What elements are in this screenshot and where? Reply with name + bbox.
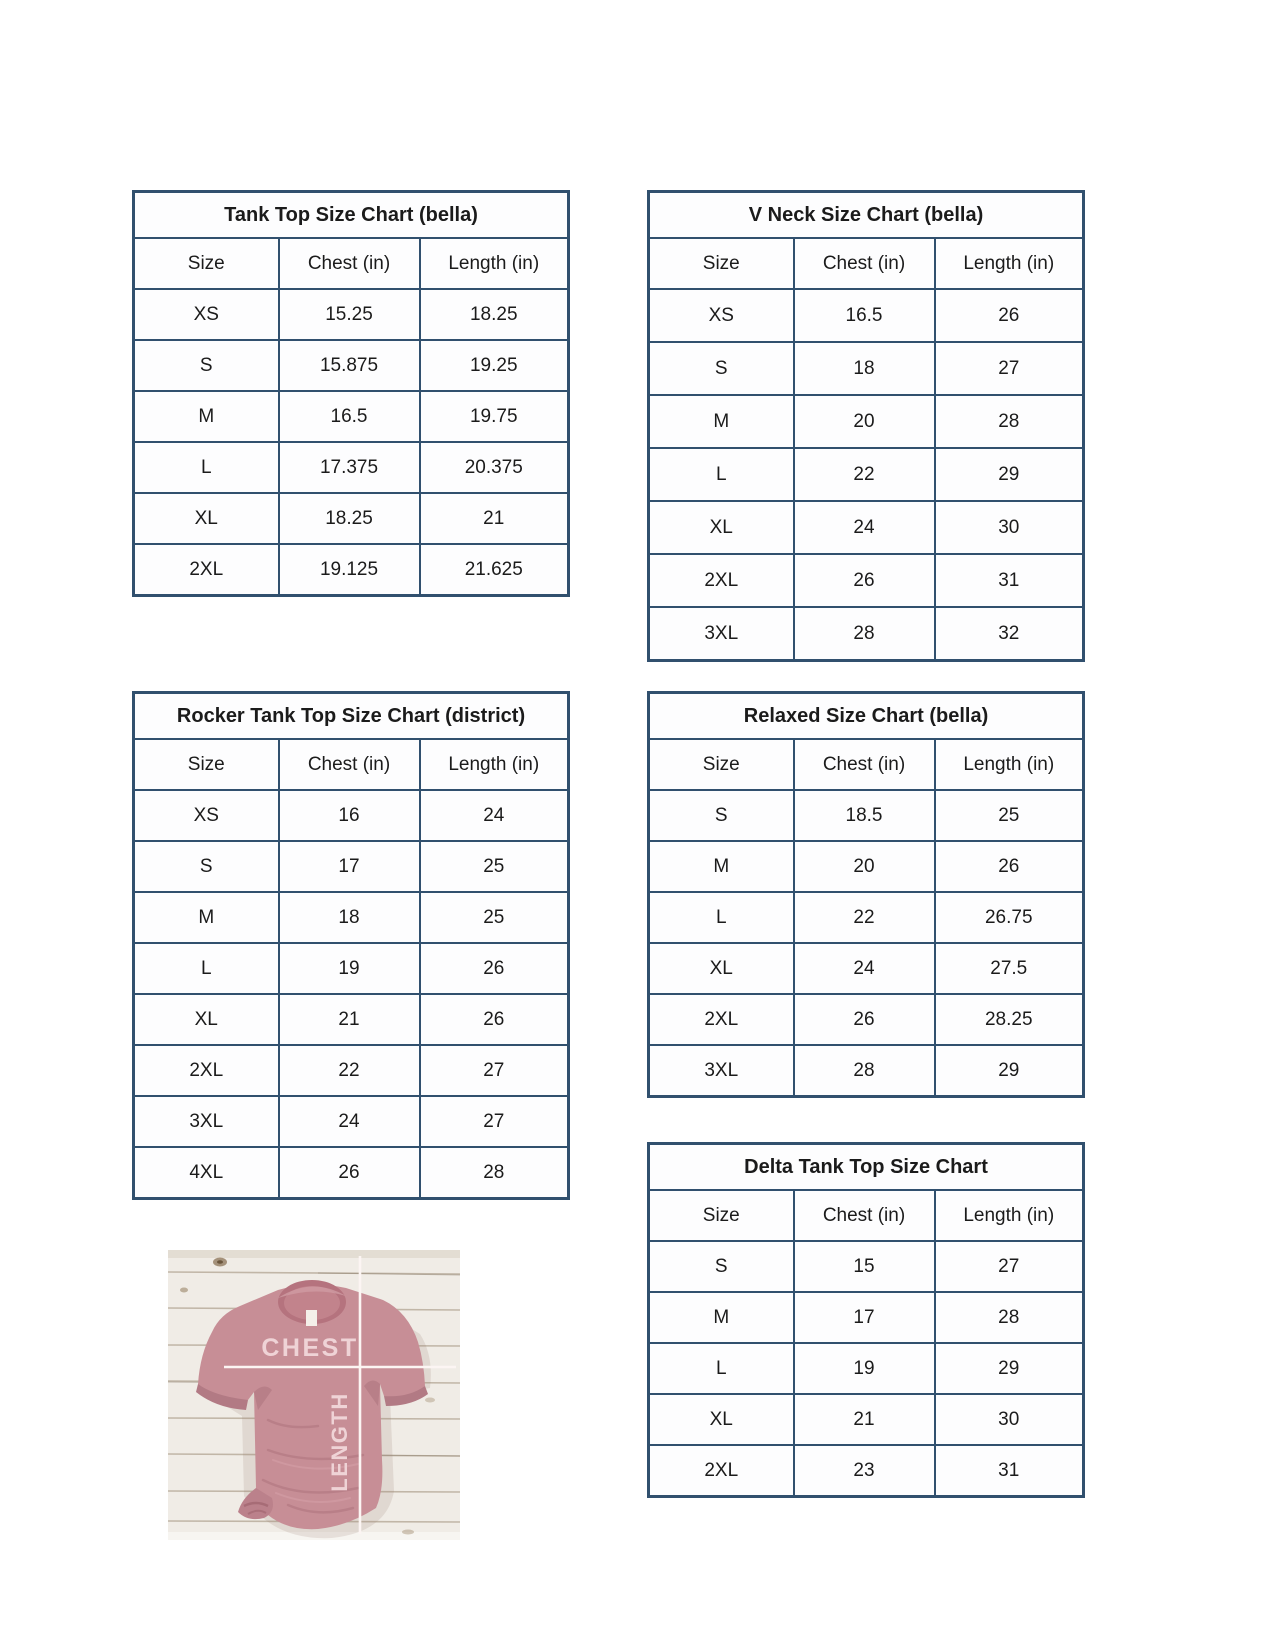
table-row xyxy=(134,1096,569,1147)
size-cell: L xyxy=(649,448,794,501)
size-cell: M xyxy=(649,841,794,892)
table-row xyxy=(649,892,1084,943)
table-header-row xyxy=(649,1190,1084,1241)
table-title-row xyxy=(649,693,1084,740)
table-row xyxy=(649,501,1084,554)
chest-cell: 26 xyxy=(794,994,935,1045)
tshirt-neck-tag xyxy=(306,1310,317,1326)
table-row xyxy=(134,841,569,892)
table-row xyxy=(649,554,1084,607)
table-row xyxy=(649,790,1084,841)
size-cell: S xyxy=(649,790,794,841)
length-cell: 30 xyxy=(935,501,1084,554)
length-cell: 29 xyxy=(935,1045,1084,1097)
chest-cell: 16 xyxy=(279,790,420,841)
size-cell: XL xyxy=(134,994,279,1045)
length-cell: 29 xyxy=(935,448,1084,501)
length-column-header: Length (in) xyxy=(420,238,569,289)
length-cell: 25 xyxy=(420,841,569,892)
chest-cell: 21 xyxy=(279,994,420,1045)
size-chart-table-tank-top xyxy=(132,190,570,597)
chest-cell: 22 xyxy=(794,892,935,943)
chest-cell: 23 xyxy=(794,1445,935,1497)
tshirt-measurement-photo xyxy=(168,1250,460,1540)
size-chart-table-v-neck xyxy=(647,190,1085,662)
table-header-row xyxy=(649,739,1084,790)
chest-cell: 15.875 xyxy=(279,340,420,391)
table-row xyxy=(134,391,569,442)
table-row xyxy=(649,841,1084,892)
chest-cell: 17 xyxy=(794,1292,935,1343)
size-chart-table-rocker-tank-top xyxy=(132,691,570,1200)
size-cell: 3XL xyxy=(134,1096,279,1147)
chest-cell: 16.5 xyxy=(279,391,420,442)
length-cell: 26 xyxy=(935,289,1084,342)
chest-cell: 21 xyxy=(794,1394,935,1445)
size-cell: XL xyxy=(649,501,794,554)
table-row xyxy=(134,943,569,994)
size-column-header: Size xyxy=(134,739,279,790)
table-title-row xyxy=(649,192,1084,239)
size-cell: 3XL xyxy=(649,607,794,661)
size-chart-table-delta-tank-top xyxy=(647,1142,1085,1498)
length-cell: 28 xyxy=(935,1292,1084,1343)
size-cell: M xyxy=(134,391,279,442)
table-title-row xyxy=(649,1144,1084,1191)
size-column-header: Size xyxy=(134,238,279,289)
chest-cell: 24 xyxy=(794,943,935,994)
size-cell: M xyxy=(649,1292,794,1343)
size-cell: 2XL xyxy=(649,1445,794,1497)
size-column-header: Size xyxy=(649,1190,794,1241)
chest-cell: 20 xyxy=(794,395,935,448)
length-cell: 26 xyxy=(420,943,569,994)
length-cell: 29 xyxy=(935,1343,1084,1394)
chest-cell: 18.25 xyxy=(279,493,420,544)
length-cell: 27 xyxy=(420,1096,569,1147)
size-cell: L xyxy=(134,943,279,994)
length-cell: 19.75 xyxy=(420,391,569,442)
table-row xyxy=(649,1394,1084,1445)
size-cell: L xyxy=(649,892,794,943)
chest-cell: 18 xyxy=(794,342,935,395)
length-column-header: Length (in) xyxy=(420,739,569,790)
table-row xyxy=(649,607,1084,661)
length-cell: 26 xyxy=(420,994,569,1045)
size-cell: 2XL xyxy=(134,1045,279,1096)
chest-cell: 26 xyxy=(794,554,935,607)
chest-cell: 20 xyxy=(794,841,935,892)
length-cell: 27 xyxy=(420,1045,569,1096)
table-row xyxy=(649,289,1084,342)
table-title: Relaxed Size Chart (bella) xyxy=(649,693,1084,740)
length-cell: 27 xyxy=(935,342,1084,395)
table-header-row xyxy=(134,238,569,289)
chest-column-header: Chest (in) xyxy=(279,739,420,790)
length-cell: 27.5 xyxy=(935,943,1084,994)
table-title-row xyxy=(134,192,569,239)
size-cell: M xyxy=(649,395,794,448)
size-cell: S xyxy=(649,342,794,395)
table-row xyxy=(649,395,1084,448)
chest-cell: 24 xyxy=(279,1096,420,1147)
length-cell: 18.25 xyxy=(420,289,569,340)
chest-column-header: Chest (in) xyxy=(794,238,935,289)
length-column-header: Length (in) xyxy=(935,238,1084,289)
chest-cell: 24 xyxy=(794,501,935,554)
size-cell: L xyxy=(134,442,279,493)
chest-cell: 17 xyxy=(279,841,420,892)
table-row xyxy=(649,994,1084,1045)
chest-column-header: Chest (in) xyxy=(794,739,935,790)
chest-cell: 18.5 xyxy=(794,790,935,841)
table-row xyxy=(134,442,569,493)
table-row xyxy=(649,448,1084,501)
chest-cell: 18 xyxy=(279,892,420,943)
chest-cell: 16.5 xyxy=(794,289,935,342)
table-row xyxy=(649,1292,1084,1343)
size-cell: XS xyxy=(134,790,279,841)
length-cell: 32 xyxy=(935,607,1084,661)
length-column-header: Length (in) xyxy=(935,1190,1084,1241)
table-row xyxy=(134,340,569,391)
table-title: V Neck Size Chart (bella) xyxy=(649,192,1084,239)
length-cell: 28 xyxy=(420,1147,569,1199)
length-cell: 30 xyxy=(935,1394,1084,1445)
size-chart-table-relaxed xyxy=(647,691,1085,1098)
size-cell: S xyxy=(134,340,279,391)
chest-cell: 19.125 xyxy=(279,544,420,596)
length-label: LENGTH xyxy=(327,1392,352,1492)
length-cell: 31 xyxy=(935,1445,1084,1497)
chest-cell: 28 xyxy=(794,607,935,661)
size-cell: S xyxy=(134,841,279,892)
size-column-header: Size xyxy=(649,238,794,289)
table-row xyxy=(649,1445,1084,1497)
length-cell: 20.375 xyxy=(420,442,569,493)
table-row xyxy=(134,289,569,340)
size-column-header: Size xyxy=(649,739,794,790)
table-row xyxy=(649,1045,1084,1097)
length-column-header: Length (in) xyxy=(935,739,1084,790)
length-cell: 24 xyxy=(420,790,569,841)
table-row xyxy=(649,1343,1084,1394)
table-header-row xyxy=(134,739,569,790)
table-row xyxy=(134,1045,569,1096)
table-row xyxy=(134,994,569,1045)
length-cell: 21.625 xyxy=(420,544,569,596)
length-cell: 26.75 xyxy=(935,892,1084,943)
table-title: Delta Tank Top Size Chart xyxy=(649,1144,1084,1191)
length-cell: 31 xyxy=(935,554,1084,607)
table-row xyxy=(134,892,569,943)
table-title: Rocker Tank Top Size Chart (district) xyxy=(134,693,569,740)
size-cell: 2XL xyxy=(649,994,794,1045)
chest-label: CHEST xyxy=(261,1334,359,1362)
size-cell: XL xyxy=(649,1394,794,1445)
size-cell: L xyxy=(649,1343,794,1394)
table-row xyxy=(649,943,1084,994)
table-row xyxy=(649,342,1084,395)
size-cell: 2XL xyxy=(134,544,279,596)
size-cell: M xyxy=(134,892,279,943)
size-cell: XS xyxy=(134,289,279,340)
table-row xyxy=(134,493,569,544)
table-title: Tank Top Size Chart (bella) xyxy=(134,192,569,239)
length-cell: 19.25 xyxy=(420,340,569,391)
chest-cell: 28 xyxy=(794,1045,935,1097)
table-row xyxy=(134,544,569,596)
length-cell: 21 xyxy=(420,493,569,544)
size-cell: S xyxy=(649,1241,794,1292)
table-title-row xyxy=(134,693,569,740)
chest-cell: 22 xyxy=(279,1045,420,1096)
chest-column-header: Chest (in) xyxy=(279,238,420,289)
length-cell: 25 xyxy=(935,790,1084,841)
size-cell: XL xyxy=(134,493,279,544)
table-row xyxy=(649,1241,1084,1292)
table-row xyxy=(134,790,569,841)
chest-cell: 15 xyxy=(794,1241,935,1292)
size-cell: XS xyxy=(649,289,794,342)
length-cell: 25 xyxy=(420,892,569,943)
table-row xyxy=(134,1147,569,1199)
chest-cell: 22 xyxy=(794,448,935,501)
tshirt-graphic xyxy=(168,1250,460,1540)
size-cell: 3XL xyxy=(649,1045,794,1097)
chest-cell: 17.375 xyxy=(279,442,420,493)
size-cell: 4XL xyxy=(134,1147,279,1199)
chest-column-header: Chest (in) xyxy=(794,1190,935,1241)
chest-cell: 19 xyxy=(794,1343,935,1394)
length-cell: 28.25 xyxy=(935,994,1084,1045)
chest-cell: 19 xyxy=(279,943,420,994)
table-header-row xyxy=(649,238,1084,289)
size-cell: 2XL xyxy=(649,554,794,607)
length-cell: 28 xyxy=(935,395,1084,448)
chest-cell: 26 xyxy=(279,1147,420,1199)
chest-cell: 15.25 xyxy=(279,289,420,340)
length-cell: 26 xyxy=(935,841,1084,892)
length-cell: 27 xyxy=(935,1241,1084,1292)
size-cell: XL xyxy=(649,943,794,994)
